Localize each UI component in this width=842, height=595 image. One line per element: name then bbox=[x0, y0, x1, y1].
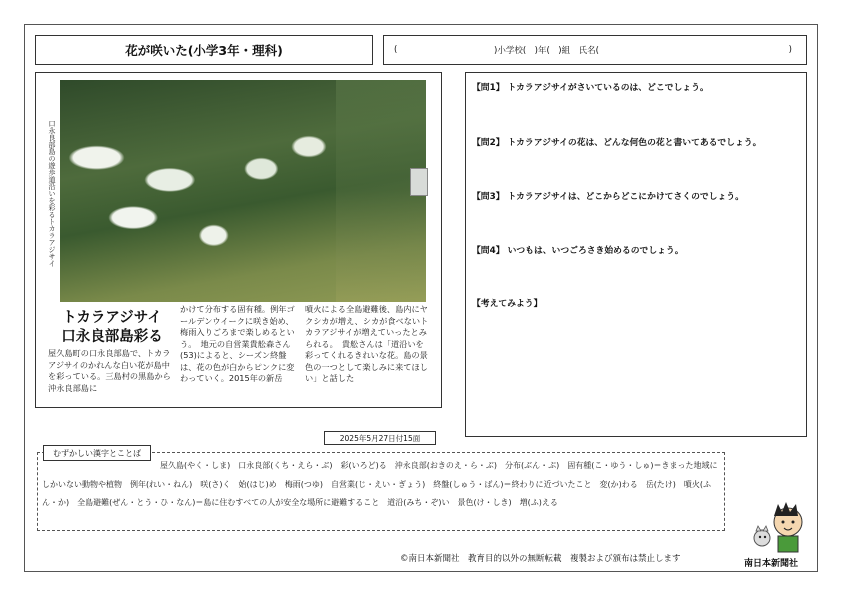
article-column-2: かけて分布する固有種。例年ゴールデンウイークに咲き始め、梅雨入りごろまで楽しめるという。 地元の自営業貴舩森さん(53)によると、シーズン終盤は、花の色が白からピンクに変わっていく。2015年の新岳 bbox=[180, 304, 295, 383]
article-headline bbox=[48, 308, 176, 346]
article-date: 2025年5月27日付15面 bbox=[324, 431, 436, 445]
name-open-paren: ( bbox=[394, 45, 398, 55]
vocab-text: 屋久島(やく・しま) 口永良部(くち・えら・ぶ) 彩(いろど)る 沖永良部(おきのえ・ら・ぶ) 分布(ぶん・ぷ) 固有種(こ・ゆう・しゅ)＝きまった地域にしかいない動物や植物 例年(れい・ねん) 咲(さ)く 始(はじ)め 梅雨(つゆ) 自営業(じ・えい・ぎょう) 終盤(しゅう・ばん)＝終わりに近づいたこと 変(か)わる 岳(たけ) 噴火(ふん・か) 全島避難(ぜん・とう・ひ・なん)＝島に住むすべての人が安全な場所に避難すること 道沿(みち・ぞ)い 景色(け・しき) 増(ふ)える bbox=[42, 461, 718, 507]
name-field-label: )小学校( )年( )組 氏名( bbox=[494, 46, 599, 56]
vocab-title: むずかしい漢字とことば bbox=[43, 445, 151, 461]
article-column-3: 噴火による全島避難後、島内にヤクシカが増え、シカが食べないトカラアジサイが増えていったとみられる。 貴舩さんは「道沿いを彩ってくれるきれいな花。島の景色の一つとして楽しみに来てほしい」と話した bbox=[305, 304, 429, 383]
mascot-illustration bbox=[748, 500, 812, 554]
think-prompt: 【考えてみよう】 bbox=[472, 299, 543, 309]
name-close-paren: ) bbox=[788, 45, 792, 55]
publisher-logo: 南日本新聞社 bbox=[744, 559, 799, 569]
question-2: 【問2】 トカラアジサイの花は、どんな何色の花と書いてあるでしょう。 bbox=[472, 138, 762, 148]
question-4: 【問4】 いつもは、いつごろさき始めるのでしょう。 bbox=[472, 246, 684, 256]
hydrangea-photo bbox=[60, 80, 426, 302]
copyright-notice: ©南日本新聞社 教育目的以外の無断転載 複製および頒布は禁止します bbox=[400, 554, 681, 564]
car-in-photo bbox=[410, 168, 428, 196]
question-1: 【問1】 トカラアジサイがさいているのは、どこでしょう。 bbox=[472, 83, 709, 93]
question-3: 【問3】 トカラアジサイは、どこからどこにかけてさくのでしょう。 bbox=[472, 192, 744, 202]
article-column-1: 屋久島町の口永良部島で、トカラアジサイのかれんな白い花が島中を彩っている。三島村の黒島から沖永良部島に bbox=[48, 348, 171, 393]
student-name-field[interactable] bbox=[383, 35, 807, 65]
photo-caption: 口永良部島の遊歩道沿いを彩るトカラアジサイ bbox=[48, 120, 56, 267]
worksheet-title: 花が咲いた(小学3年・理科) bbox=[35, 35, 373, 65]
headline-line-2: 口永良部島彩る bbox=[61, 328, 163, 345]
headline-line-1: トカラアジサイ bbox=[62, 309, 162, 326]
